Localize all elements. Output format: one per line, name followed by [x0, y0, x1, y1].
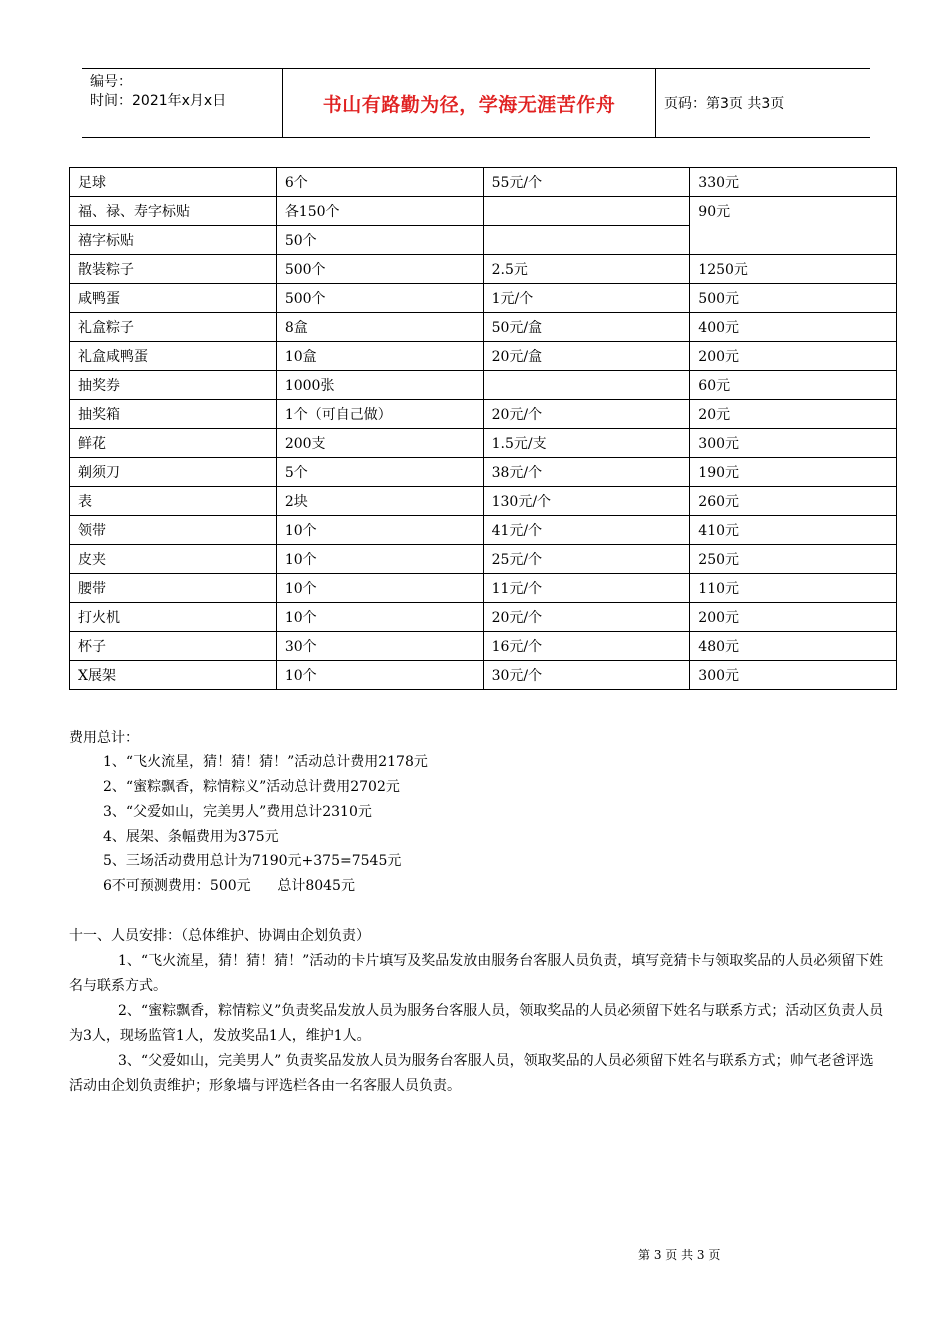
- table-row: [70, 458, 897, 487]
- table-cell: 1.5元/支: [483, 429, 690, 458]
- page-header: [82, 68, 870, 138]
- table-cell: 20元/个: [483, 603, 690, 632]
- header-number: 编号：: [90, 74, 132, 90]
- table-cell: 190元: [690, 458, 897, 487]
- table-cell: 10个: [276, 516, 483, 545]
- table-cell: 500个: [276, 255, 483, 284]
- table-cell: 10个: [276, 661, 483, 690]
- table-cell: 1250元: [690, 255, 897, 284]
- staff-paragraph: 3、“父爱如山，完美男人” 负责奖品发放人员为服务台客服人员，领取奖品的人员必须留下姓名与联系方式；帅气老爸评选活动由企划负责维护；形象墙与评选栏各由一名客服人员负责。: [69, 1053, 874, 1094]
- table-row: [70, 400, 897, 429]
- table-cell: 打火机: [70, 603, 277, 632]
- cost-item: 4、展架、条幅费用为375元: [103, 829, 279, 845]
- expense-table: [69, 167, 897, 690]
- table-row: [70, 545, 897, 574]
- table-cell: 礼盒咸鸭蛋: [70, 342, 277, 371]
- table-cell: 10盒: [276, 342, 483, 371]
- table-cell: 散装粽子: [70, 255, 277, 284]
- table-cell: 55元/个: [483, 168, 690, 197]
- table-cell: 200支: [276, 429, 483, 458]
- table-cell: 抽奖券: [70, 371, 277, 400]
- table-cell: 330元: [690, 168, 897, 197]
- table-cell: 6个: [276, 168, 483, 197]
- table-cell: 1个（可自己做）: [276, 400, 483, 429]
- table-cell: [483, 197, 690, 226]
- table-cell: 杯子: [70, 632, 277, 661]
- table-row: [70, 284, 897, 313]
- header-date: 时间：2021年x月x日: [90, 93, 227, 109]
- table-cell: 200元: [690, 342, 897, 371]
- table-cell: 2.5元: [483, 255, 690, 284]
- table-cell: 110元: [690, 574, 897, 603]
- table-cell: 各150个: [276, 197, 483, 226]
- table-cell: 30个: [276, 632, 483, 661]
- table-cell: 8盒: [276, 313, 483, 342]
- table-cell: 480元: [690, 632, 897, 661]
- table-cell: 1000张: [276, 371, 483, 400]
- staff-paragraph: 2、“蜜粽飘香，粽情粽义”负责奖品发放人员为服务台客服人员，领取奖品的人员必须留下姓名与联系方式；活动区负责人员为3人，现场监管1人，发放奖品1人，维护1人。: [69, 1003, 884, 1044]
- table-cell: 250元: [690, 545, 897, 574]
- table-cell: X展架: [70, 661, 277, 690]
- table-cell: 5个: [276, 458, 483, 487]
- table-cell: 剃须刀: [70, 458, 277, 487]
- cost-item: 1、“飞火流星，猜！猜！猜！”活动总计费用2178元: [103, 754, 428, 770]
- table-cell: 20元: [690, 400, 897, 429]
- table-cell-merged: 90元: [690, 197, 897, 255]
- table-row: [70, 429, 897, 458]
- header-motto: 书山有路勤为径，学海无涯苦作舟: [282, 69, 656, 137]
- table-cell: 50元/盒: [483, 313, 690, 342]
- table-cell: 腰带: [70, 574, 277, 603]
- table-row: [70, 661, 897, 690]
- cost-item: 5、三场活动费用总计为7190元+375=7545元: [103, 853, 402, 869]
- header-page-info: 页码：第3页 共3页: [664, 96, 785, 112]
- staff-title: 十一、人员安排：（总体维护、协调由企划负责）: [69, 928, 370, 944]
- table-cell: [483, 226, 690, 255]
- cost-item: 6不可预测费用：500元 总计8045元: [103, 878, 355, 894]
- table-cell: 礼盒粽子: [70, 313, 277, 342]
- table-cell: 400元: [690, 313, 897, 342]
- table-cell: 2块: [276, 487, 483, 516]
- table-cell: 咸鸭蛋: [70, 284, 277, 313]
- table-cell: 10个: [276, 574, 483, 603]
- table-cell: 皮夹: [70, 545, 277, 574]
- table-cell: 领带: [70, 516, 277, 545]
- table-cell: 足球: [70, 168, 277, 197]
- table-row: [70, 371, 897, 400]
- table-row: [70, 255, 897, 284]
- table-cell: 1元/个: [483, 284, 690, 313]
- table-cell: 10个: [276, 603, 483, 632]
- table-cell: 300元: [690, 429, 897, 458]
- table-cell: 300元: [690, 661, 897, 690]
- page-footer: 第 3 页 共 3 页: [638, 1248, 721, 1262]
- table-row: [70, 632, 897, 661]
- table-cell: [483, 371, 690, 400]
- table-cell: 500个: [276, 284, 483, 313]
- costs-title: 费用总计：: [69, 730, 139, 746]
- table-cell: 50个: [276, 226, 483, 255]
- table-row: [70, 574, 897, 603]
- table-row: [70, 603, 897, 632]
- table-cell: 11元/个: [483, 574, 690, 603]
- table-row: [70, 342, 897, 371]
- table-cell: 30元/个: [483, 661, 690, 690]
- table-cell: 25元/个: [483, 545, 690, 574]
- table-cell: 禧字标贴: [70, 226, 277, 255]
- table-cell: 41元/个: [483, 516, 690, 545]
- table-row: [70, 197, 897, 226]
- table-cell: 16元/个: [483, 632, 690, 661]
- table-cell: 200元: [690, 603, 897, 632]
- table-cell: 福、禄、寿字标贴: [70, 197, 277, 226]
- table-row: [70, 313, 897, 342]
- table-cell: 抽奖箱: [70, 400, 277, 429]
- header-meta: [90, 73, 280, 111]
- table-cell: 500元: [690, 284, 897, 313]
- table-cell: 鲜花: [70, 429, 277, 458]
- table-cell: 表: [70, 487, 277, 516]
- table-cell: 20元/盒: [483, 342, 690, 371]
- table-row: [70, 516, 897, 545]
- table-cell: 10个: [276, 545, 483, 574]
- table-cell: 20元/个: [483, 400, 690, 429]
- table-cell: 60元: [690, 371, 897, 400]
- table-cell: 260元: [690, 487, 897, 516]
- table-row: [70, 487, 897, 516]
- table-row: [70, 168, 897, 197]
- cost-item: 2、“蜜粽飘香，粽情粽义”活动总计费用2702元: [103, 779, 400, 795]
- cost-item: 3、“父爱如山，完美男人”费用总计2310元: [103, 804, 372, 820]
- staff-paragraph: 1、“飞火流星，猜！猜！猜！”活动的卡片填写及奖品发放由服务台客服人员负责，填写竞猜卡与领取奖品的人员必须留下姓名与联系方式。: [69, 953, 884, 994]
- table-cell: 130元/个: [483, 487, 690, 516]
- table-cell: 38元/个: [483, 458, 690, 487]
- table-cell: 410元: [690, 516, 897, 545]
